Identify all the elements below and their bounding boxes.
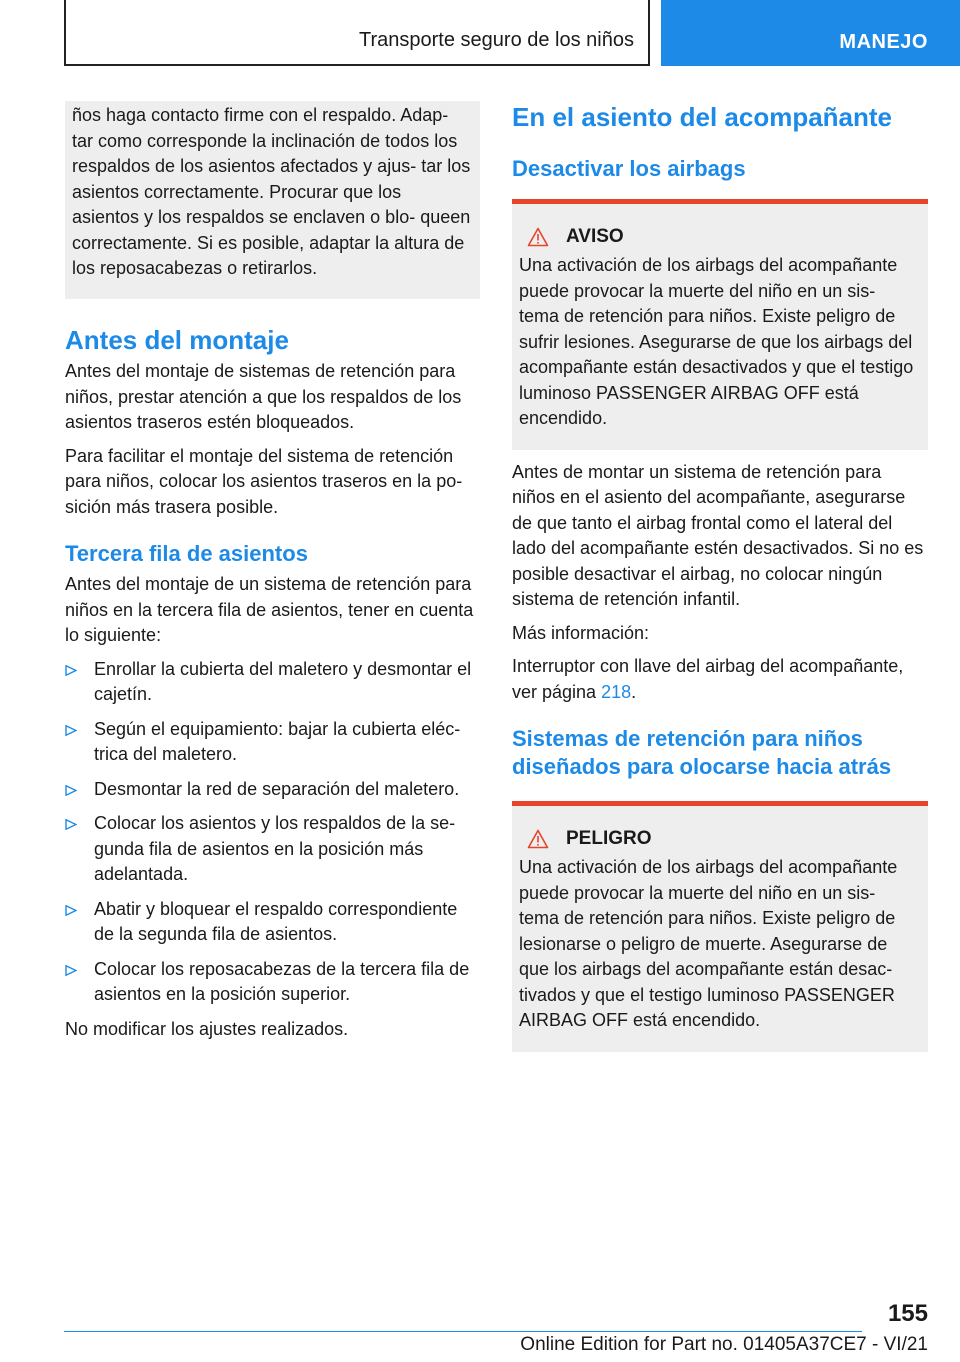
peligro-box [512,801,928,1052]
footer-edition: Online Edition for Part no. 01405A37CE7 - VI/21 [520,1334,928,1355]
triangle-right-icon [65,819,77,830]
peligro-label: PELIGRO [566,828,652,849]
heading-sistemas-hacia-atras: Sistemas de retención para niños diseñados para olocarse hacia atrás [512,726,892,779]
para-interruptor: Interruptor con llave del airbag del acompañante, ver página 218. [512,656,904,702]
para-antes-2: Para facilitar el montaje del sistema de retención para niños, colocar los asientos traseros en la po‐ sición más trasera posible. [65,445,463,517]
section-tab [661,0,960,66]
triangle-right-icon [65,905,77,916]
bullet-list [65,657,480,1008]
aviso-header [519,226,920,248]
continued-note-box [65,101,480,299]
left-column [65,101,480,1050]
heading-tercera-fila: Tercera fila de asientos [65,541,308,566]
peligro-text: Una activación de los airbags del acompañante puede provocar la muerte del niño en un sis‐ tema de retención para niños. Existe peligro de lesionarse o peligro de muerte. Asegurarse de que los airbags del acompañante están desac‐ tivados y que el testigo luminoso PASSENGER AIRBAG OFF está encendido. [519,857,898,1030]
list-item: Abatir y bloquear el respaldo correspondiente de la segunda fila de asientos. [65,897,480,948]
triangle-right-icon [65,725,77,736]
para-montar: Antes de montar un sistema de retención para niños en el asiento del acompañante, asegurarse de que tanto el airbag frontal como el lateral del lado del acompañante estén desactivados. Si no es posible desactivar el airbag, no colocar ningún sistema de retención infantil. [512,461,924,609]
right-column [512,101,928,1052]
list-item: Colocar los reposacabezas de la tercera fila de asientos en la posición superior. [65,957,480,1008]
aviso-box [512,199,928,450]
chapter-header [64,0,650,66]
para-mas-info: Más información: [512,622,650,643]
para-tercera: Antes del montaje de un sistema de retención para niños en la tercera fila de asientos, tener en cuenta lo siguiente: [65,574,474,645]
triangle-right-icon [65,965,77,976]
heading-desactivar-airbags: Desactivar los airbags [512,156,746,181]
page-number: 155 [887,1300,928,1327]
list-item: Desmontar la red de separación del maletero. [65,777,480,803]
section-tab-label: MANEJO [839,31,928,53]
heading-antes-del-montaje: Antes del montaje [65,325,289,355]
warning-triangle-icon [527,829,549,849]
page-link-218[interactable]: 218 [601,681,632,702]
triangle-right-icon [65,785,77,796]
list-item: Colocar los asientos y los respaldos de la se‐ gunda fila de asientos en la posición más adelantada. [65,811,480,888]
warning-triangle-icon [527,227,549,247]
para-antes-1: Antes del montaje de sistemas de retención para niños, prestar atención a que los respaldos de los asientos traseros estén bloqueados. [65,361,462,432]
aviso-label: AVISO [566,226,624,247]
para-final: No modificar los ajustes realizados. [65,1018,349,1039]
aviso-text: Una activación de los airbags del acompañante puede provocar la muerte del niño en un sis‐ tema de retención para niños. Existe peligro de sufrir lesiones. Asegurarse de que los airbags del acompañante están desactivados y que el testigo luminoso PASSENGER AIRBAG OFF está encendido. [519,255,914,428]
continued-note-text: ños haga contacto firme con el respaldo. Adap‐ tar como corresponde la inclinación de todos los respaldos de los asientos afectados y ajus‐ tar los asientos correctamente. Procurar que los asientos y los respaldos se enclaven o blo‐ queen correctamente. Si es posible, adaptar la altura de los reposacabezas o retirarlos. [72,105,471,278]
triangle-right-icon [65,665,77,676]
peligro-header [519,828,920,850]
heading-asiento-acompanante: En el asiento del acompañante [512,102,892,132]
chapter-title: Transporte seguro de los niños [359,29,634,51]
list-item: Según el equipamiento: bajar la cubierta eléc‐ trica del maletero. [65,717,480,768]
list-item: Enrollar la cubierta del maletero y desmontar el cajetín. [65,657,480,708]
footer-divider [64,1331,862,1332]
